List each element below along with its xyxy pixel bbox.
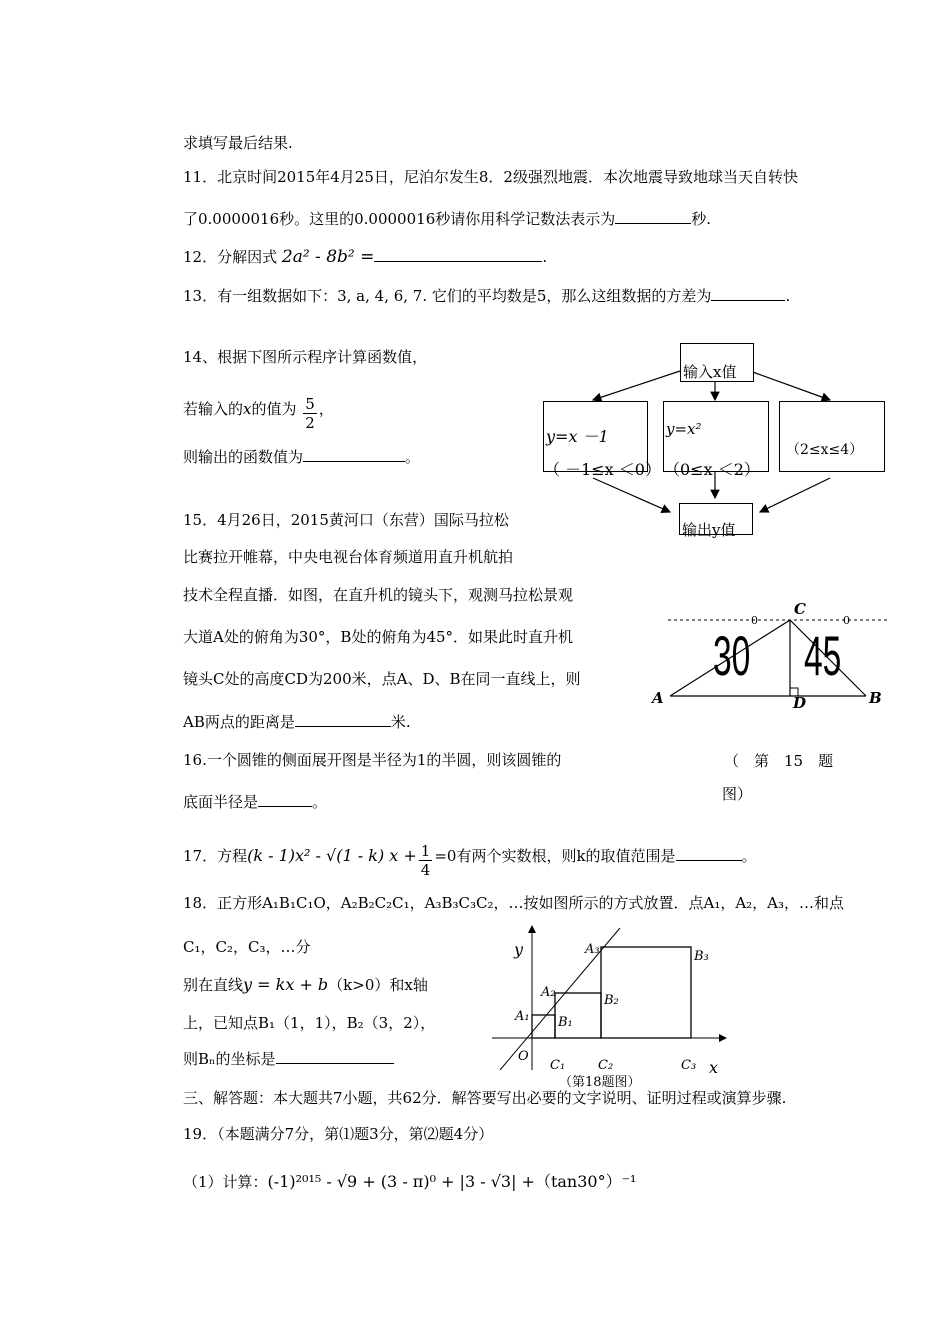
y-axis-label: y	[514, 940, 524, 959]
question-16-line2: 底面半径是 。	[183, 793, 328, 811]
question-12: 12．分解因式 2a² - 8b² = .	[183, 247, 548, 267]
figure-15-caption-2: 图）	[722, 785, 753, 803]
question-12-text: 12．分解因式	[183, 248, 278, 266]
point-A-label: A	[652, 689, 664, 707]
point-C2-label: C₂	[598, 1058, 614, 1073]
point-C-label: C	[794, 600, 806, 618]
question-16-text: 底面半径是	[183, 793, 259, 811]
question-15-text: AB两点的距离是	[183, 713, 295, 731]
question-14-prefix: 若输入的	[183, 400, 244, 418]
question-18-line4: 上，已知点B₁（1，1），B₂（3，2），	[183, 1014, 436, 1032]
question-17-equals: =0	[434, 847, 457, 865]
flowchart-box-3-range: （2≤x≤4）	[786, 442, 864, 458]
angle-45-label: 45	[804, 624, 842, 687]
question-14-text: 则输出的函数值为	[183, 448, 304, 466]
question-11-line1: 11．北京时间2015年4月25日，尼泊尔发生8．2级强烈地震．本次地震导致地球当天自转快	[183, 168, 798, 186]
flowchart-box-1-range: （ －1≤x ＜0）	[544, 460, 661, 479]
point-B1-label: B₁	[558, 1015, 573, 1030]
question-11-unit: 秒.	[691, 210, 712, 228]
question-17: 17．方程(k - 1)x² - √(1 - k) x + $\frac{1}{4}$ =0有两个实数根，则k的取值范围是 。	[183, 842, 757, 879]
point-C3-label: C₃	[681, 1058, 697, 1073]
flowchart-box-2-formula: y=x²	[666, 420, 702, 438]
question-18-line1: 18．正方形A₁B₁C₁O，A₂B₂C₂C₁，A₃B₃C₃C₂，…按如图所示的方式放置．点A₁，A₂，A₃，…和点	[183, 894, 845, 912]
question-15-line5: 镜头C处的高度CD为200米，点A、D、B在同一直线上，则	[183, 670, 581, 688]
line-equation: y = kx + b	[243, 975, 329, 994]
point-B2-label: B₂	[604, 993, 619, 1008]
figure-18-caption: （第18题图）	[559, 1075, 641, 1090]
degree-mark-1: 0	[751, 614, 758, 627]
point-C1-label: C₁	[550, 1058, 566, 1073]
variable-x: x	[243, 400, 252, 418]
question-17-text: 有两个实数根，则k的取值范围是	[456, 847, 676, 865]
angle-30-label: 30	[713, 624, 751, 687]
flowchart-box-1-formula: y=x －1	[546, 427, 609, 446]
question-19-header: 19．（本题满分7分，第⑴题3分，第⑵题4分）	[183, 1125, 494, 1143]
question-14-line3: 则输出的函数值为 。	[183, 448, 421, 466]
section-3-heading: 三、解答题：本大题共7小题，共62分．解答要写出必要的文字说明、证明过程或演算步骤.	[183, 1089, 787, 1107]
point-A1-label: A₁	[515, 1009, 530, 1024]
question-18-prefix: 别在直线	[183, 976, 244, 994]
fraction-denominator: 4	[420, 861, 431, 879]
figure-15-caption-1: （ 第 15 题	[724, 752, 834, 770]
question-18-line2: C₁，C₂，C₃，…分	[183, 938, 311, 956]
fraction-numerator: 1	[420, 842, 431, 860]
question-13-period: .	[785, 287, 791, 305]
question-14-line1: 14、根据下图所示程序计算函数值，	[183, 348, 428, 366]
question-18-suffix: （k>0）和x轴	[328, 976, 428, 994]
question-14-mid: 的值为	[251, 400, 297, 418]
point-B-label: B	[869, 689, 882, 707]
question-15-line2: 比赛拉开帷幕，中央电视台体育频道用直升机航拍	[183, 548, 514, 566]
point-A2-label: A₂	[541, 985, 556, 1000]
degree-mark-2: 0	[843, 614, 850, 627]
fraction-denominator: 2	[305, 414, 315, 432]
point-D-label: D	[793, 694, 807, 712]
point-B3-label: B₃	[694, 949, 709, 964]
question-15-line4: 大道A处的俯角为30°，B处的俯角为45°．如果此时直升机	[183, 628, 574, 646]
x-axis-label: x	[709, 1058, 719, 1077]
fraction-numerator: 5	[305, 395, 315, 413]
question-15-line1: 15．4月26日，2015黄河口（东营）国际马拉松	[183, 511, 509, 529]
question-17-prefix: 17．方程	[183, 847, 248, 865]
question-14-line2: 若输入的x的值为 $\frac{5}{2}$ ，	[183, 395, 334, 432]
question-19-part1-label: （1）计算：	[183, 1173, 268, 1191]
point-A3-label: A₃	[585, 942, 600, 957]
question-13-text: 13．有一组数据如下：3, a, 4, 6, 7. 它们的平均数是5，那么这组数据的方差为	[183, 287, 712, 305]
question-15-unit: 米.	[390, 713, 411, 731]
flowchart-box-2-range: （0≤x ＜2）	[664, 460, 760, 479]
flowchart-input-label: 输入x值	[683, 363, 737, 381]
continuation-text: 求填写最后结果.	[183, 134, 293, 152]
question-16-line1: 16.一个圆锥的侧面展开图是半径为1的半圆，则该圆锥的	[183, 751, 562, 769]
question-15-line3: 技术全程直播．如图，在直升机的镜头下，观测马拉松景观	[183, 586, 574, 604]
question-12-expression: 2a² - 8b² =	[281, 247, 375, 267]
question-19-part1	[183, 1172, 636, 1192]
question-19-expression: (-1)²⁰¹⁵ - √9 + (3 - π)⁰ + |3 - √3| +（tan30°）⁻¹	[267, 1172, 637, 1191]
question-17-expression: (k - 1)x² - √(1 - k) x +	[247, 846, 417, 865]
question-18-text: 则Bₙ的坐标是	[183, 1050, 276, 1068]
question-11-text: 了0.0000016秒。这里的0.0000016秒请你用科学记数法表示为	[183, 210, 616, 228]
origin-label: O	[518, 1049, 529, 1064]
flowchart-output-label: 输出y值	[682, 521, 736, 539]
